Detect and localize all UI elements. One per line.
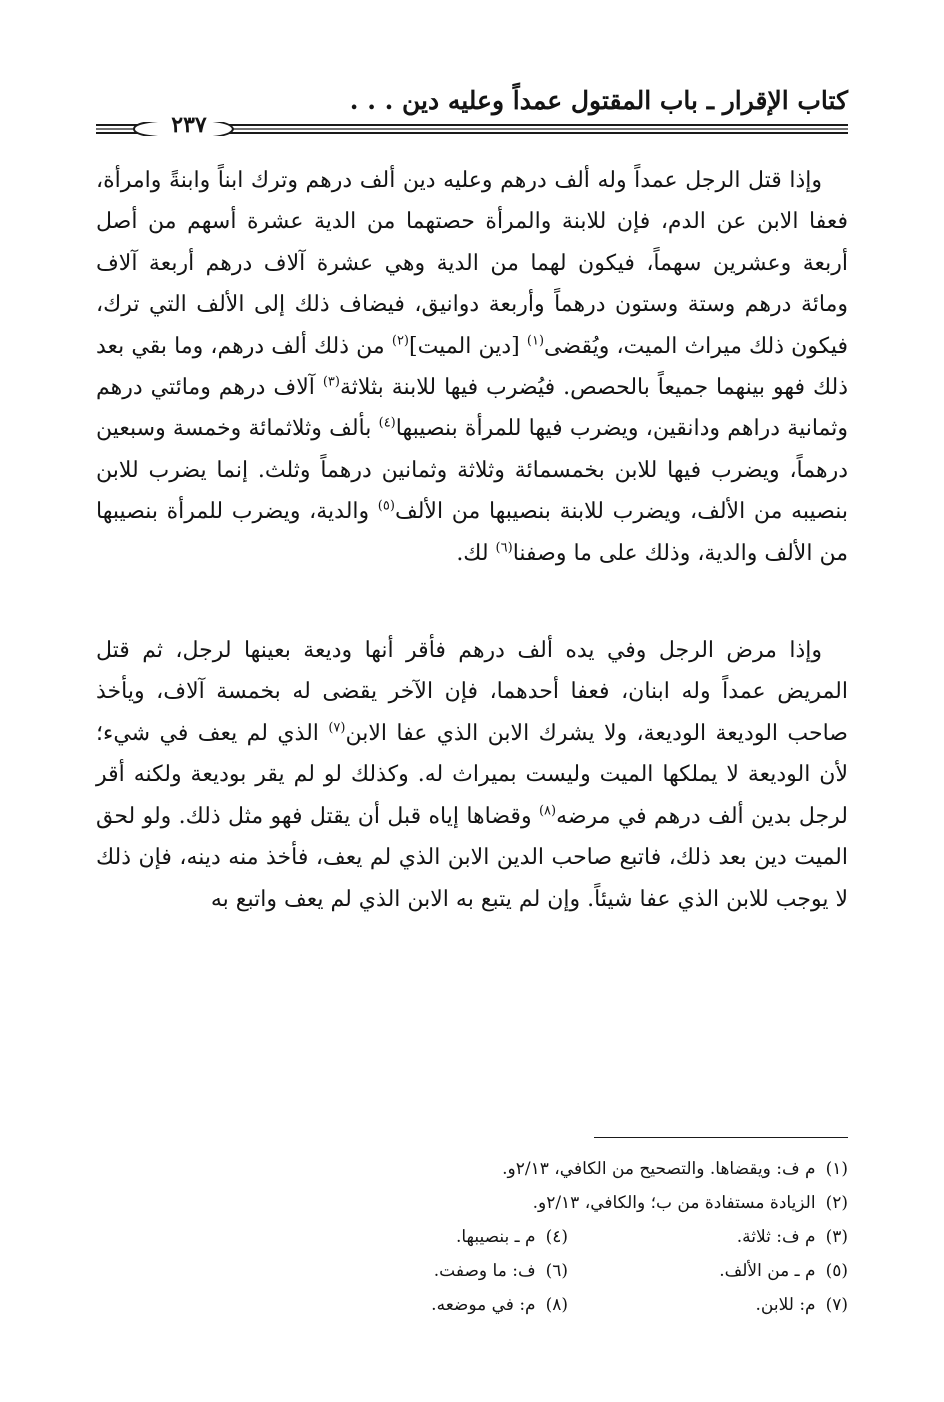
footnote-text: م ف: ثلاثة.: [736, 1227, 816, 1247]
footnote-row: [288, 1220, 848, 1254]
footnote-separator: [594, 1137, 848, 1138]
paragraph-text: وإذا قتل الرجل عمداً وله ألف درهم وعليه دين ألف درهم وترك ابناً وابنةً وامرأة، فعفا الابن عن الدم، فإن للابنة والمرأة حصتهما من الدية عشرة أسهم من أصل أربعة وعشرين سهماً، فيكون لهما من الدية وهي عشرة آلاف درهم أربعة آلاف ومائة درهم وستة وستون درهماً وأربعة دوانيق، فيضاف ذلك إلى الألف التي ترك، فيكون ذلك ميراث الميت، ويُقضى: [96, 168, 848, 359]
footnote-number: (٦): [545, 1261, 568, 1281]
footnote-3: [568, 1220, 848, 1254]
paragraph-text: وإذا مرض الرجل وفي يده ألف درهم فأقر أنها وديعة بعينها لرجل، ثم قتل المريض عمداً وله ابنان، فعفا أحدهما، فإن الآخر يقضى له بخمسة آلاف، ويأخذ صاحب الوديعة الوديعة، ولا يشرك الابن الذي عفا الابن: [96, 638, 848, 746]
footnote-5: [568, 1254, 848, 1288]
footnote-ref-4: (٤): [378, 416, 396, 432]
footnote-text: الزيادة مستفادة من ب؛ والكافي، ٢/١٣و.: [532, 1193, 816, 1213]
paragraph-text: لك.: [456, 540, 496, 566]
footnote-number: (١): [825, 1159, 848, 1179]
paragraph-text: وقضاها إياه قبل أن يقتل فهو مثل ذلك. ولو لحق الميت دين بعد ذلك، فاتبع صاحب الدين الابن الذي لم يعف، فأخذ منه دينه، فإن ذلك لا يوجب للابن الذي عفا شيئاً. وإن لم يتبع به الابن الذي لم يعف واتبع به: [96, 803, 848, 912]
footnote-row: [288, 1288, 848, 1322]
footnote-4: [288, 1220, 568, 1254]
paragraph-text: من ذلك ألف درهم، وما بقي بعد ذلك فهو بينهما جميعاً بالحصص. فيُضرب فيها للابنة بثلاثة: [96, 333, 848, 401]
footnote-ref-3: (٣): [322, 374, 340, 390]
footnote-ref-1: (١): [526, 333, 545, 349]
footnote-ref-6: (٦): [495, 540, 513, 556]
paragraph-text: آلاف درهم ومائتي درهم وثمانية دراهم ودانقين، ويضرب فيها للمرأة بنصيبها: [96, 375, 848, 442]
footnote-text: م ـ بنصيبها.: [455, 1227, 536, 1247]
footnote-6: [288, 1254, 568, 1288]
footnote-text: ف: ما وصفت.: [433, 1261, 536, 1281]
footnote-number: (٢): [825, 1193, 848, 1213]
main-text: [96, 160, 848, 920]
footnote-row: [288, 1254, 848, 1288]
paragraph-text: [دين الميت]: [409, 333, 527, 359]
footnote-text: م ـ من الألف.: [719, 1261, 816, 1281]
footnote-text: م: للابن.: [755, 1295, 816, 1315]
footnote-number: (٧): [825, 1295, 848, 1315]
footnote-number: (٤): [545, 1227, 568, 1247]
footnote-text: م ف: ويقضاها. والتصحيح من الكافي، ٢/١٣و.: [502, 1159, 816, 1179]
footnote-7: [568, 1288, 848, 1322]
footnote-ref-5: (٥): [377, 498, 395, 514]
paragraph-1: [96, 160, 848, 574]
footnote-2: [288, 1186, 848, 1220]
running-head: كتاب الإقرار ـ باب المقتول عمداً وعليه دين . . .: [349, 86, 848, 115]
footnote-8: [288, 1288, 568, 1322]
footnote-ref-7: (٧): [328, 720, 346, 736]
paragraph-text: الذي لم يعف في شيء؛ لأن الوديعة لا يملكها الميت وليست بميراث له. وكذلك لو لم يقر بوديعة ولكنه أقر لرجل بدين ألف درهم في مرضه: [96, 720, 848, 829]
paragraph-text: بألف وثلاثمائة وخمسة وسبعين درهماً، ويضرب فيها للابن بخمسمائة وثلاثة وثمانين درهماً وثلث. إنما يضرب للابن بنصيبه من الألف، ويضرب للابنة بنصيبها من الألف: [96, 416, 848, 525]
footnote-1: [288, 1152, 848, 1186]
paragraph-text: والدية، ويضرب للمرأة بنصيبها من الألف والدية، وذلك على ما وصفنا: [96, 499, 848, 566]
footnote-text: م: في موضعه.: [431, 1295, 536, 1315]
footnote-ref-2: (٢): [391, 333, 409, 349]
footnotes: [288, 1152, 848, 1322]
paragraph-2: [96, 630, 848, 920]
footnote-number: (٨): [545, 1295, 568, 1315]
footnote-number: (٣): [825, 1227, 848, 1247]
page-number: ٢٣٧: [171, 112, 207, 138]
footnote-number: (٥): [825, 1261, 848, 1281]
footnote-ref-8: (٨): [538, 803, 557, 819]
